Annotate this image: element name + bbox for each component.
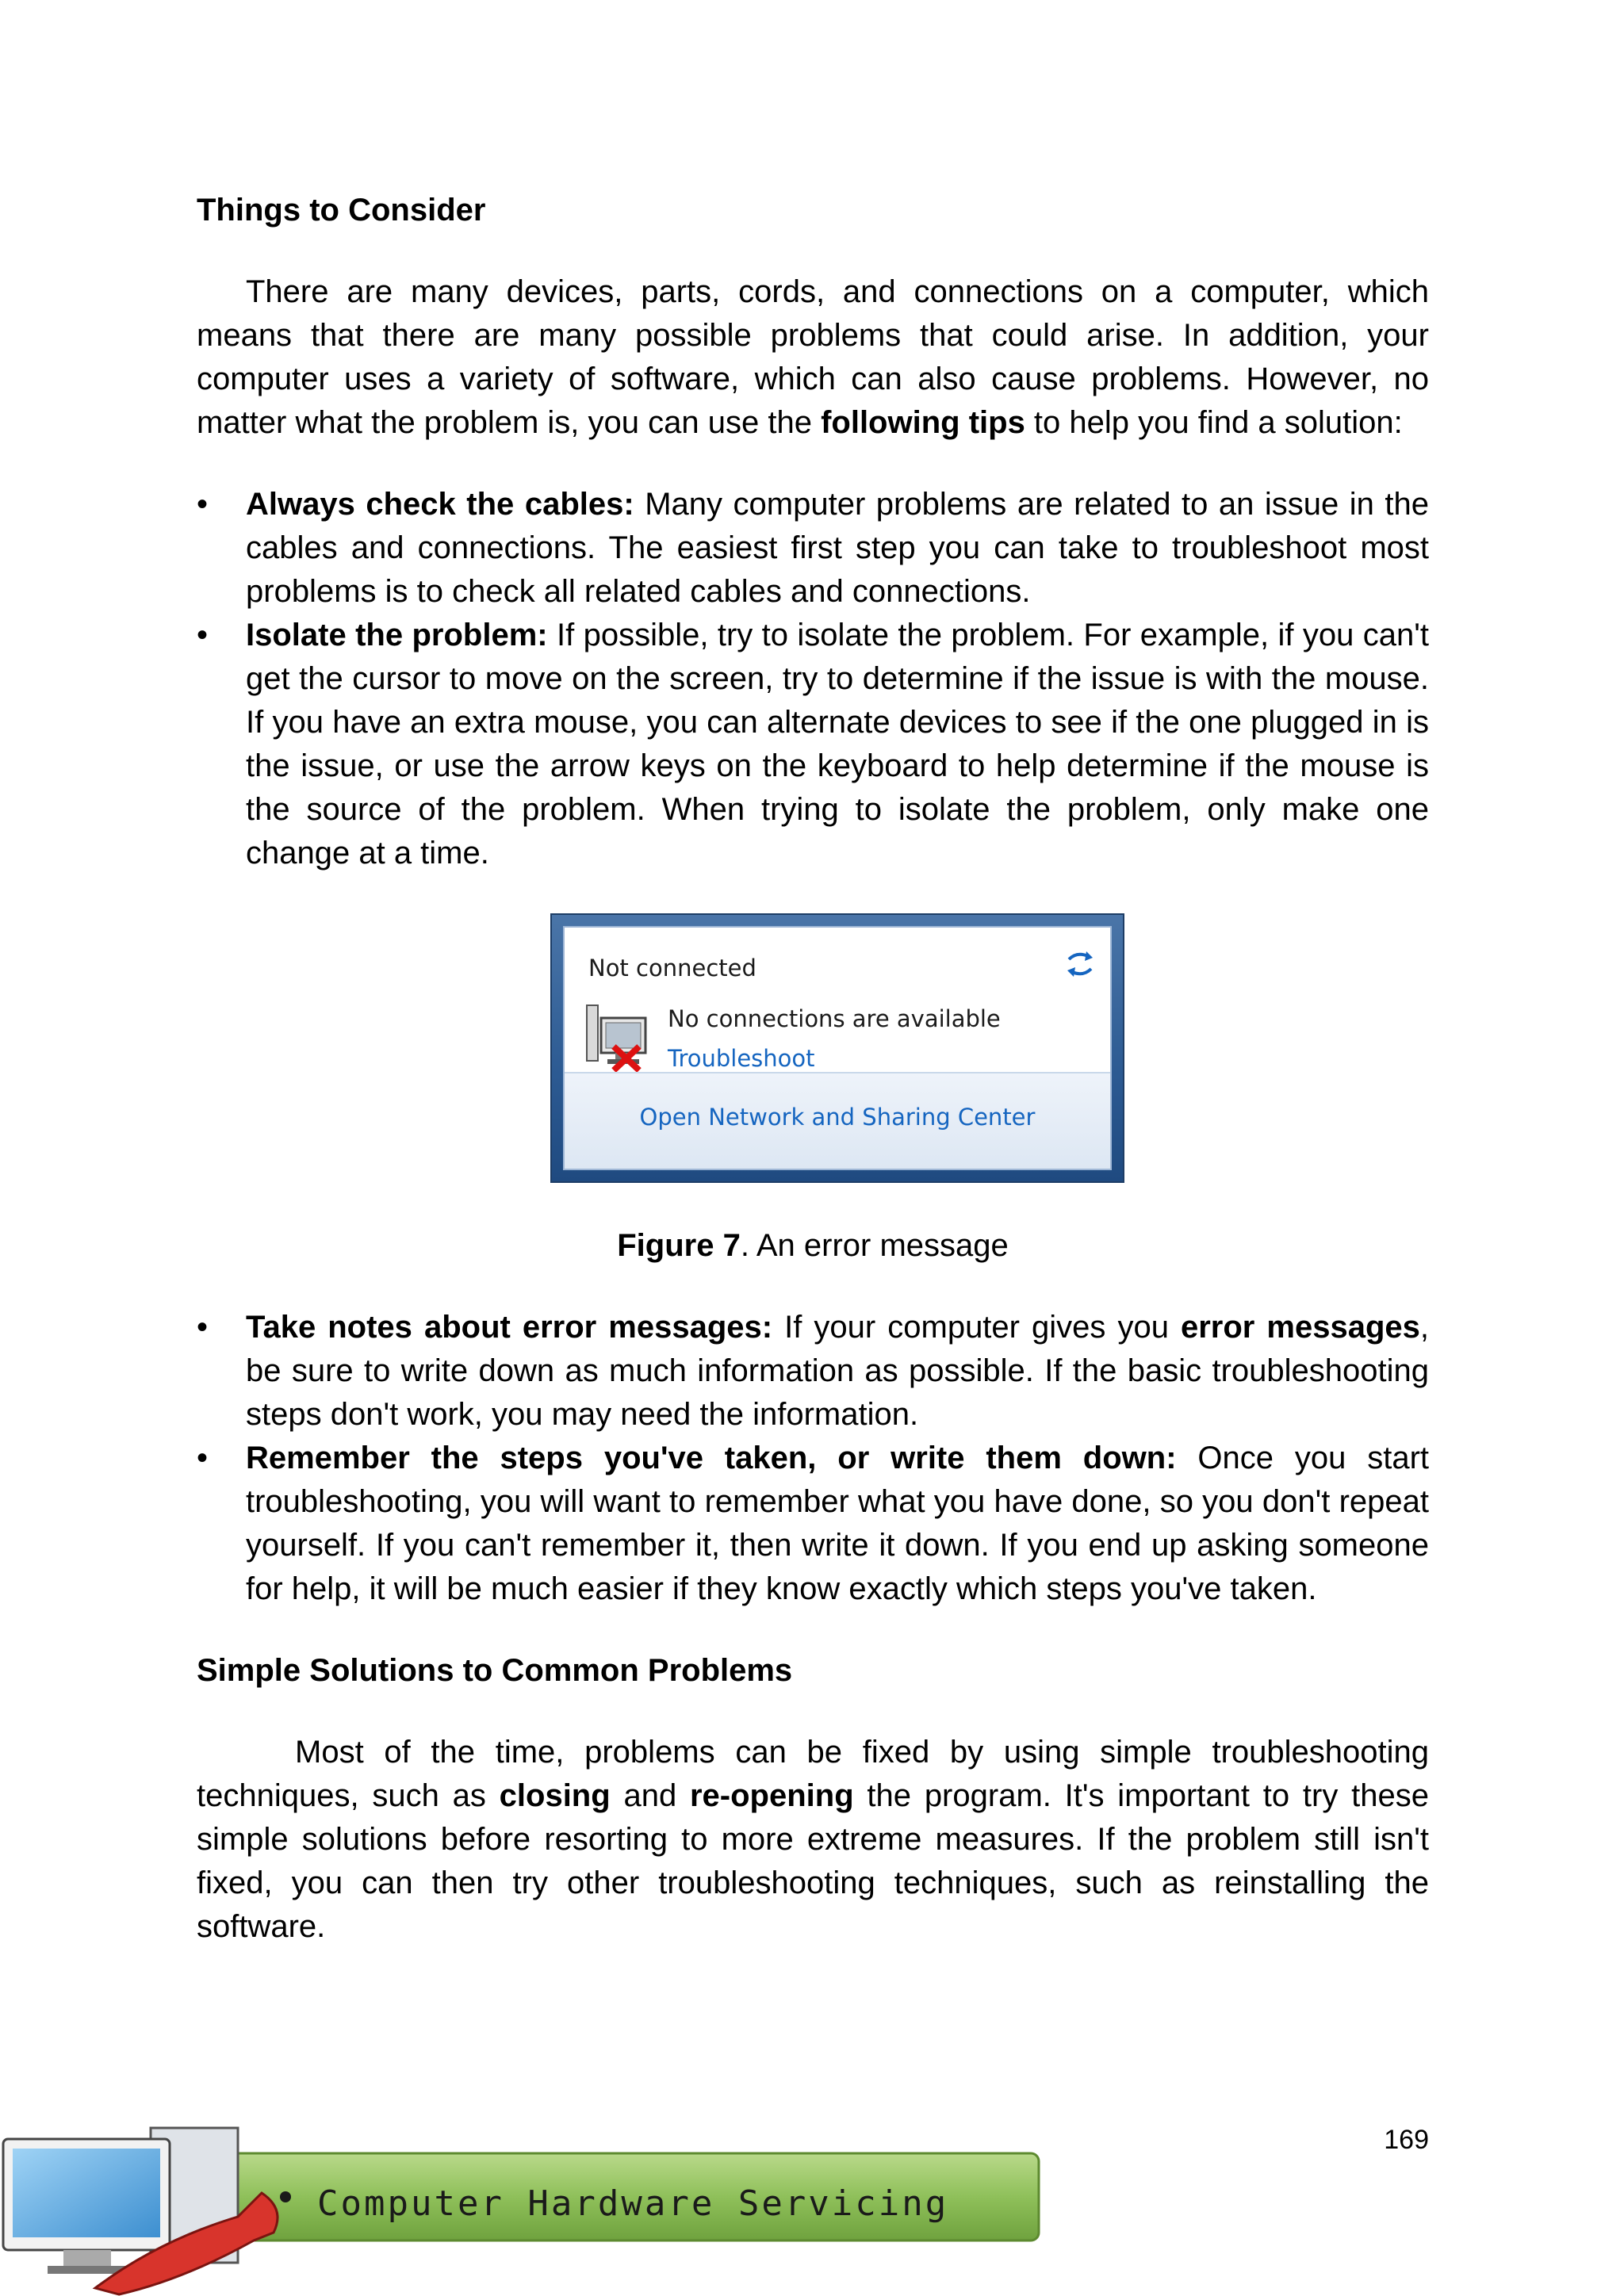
page-content <box>197 189 1429 1949</box>
figure-7 <box>197 913 1429 1183</box>
section-heading-things-to-consider: Things to Consider <box>197 193 486 228</box>
refresh-icon[interactable] <box>1064 948 1096 980</box>
list-item: • Isolate the problem: If possible, try to isolate the problem. For example, if you can't get the cursor to move on the screen, try to determine if the issue is with the mouse. If you have an extra mouse, you can alternate devices to see if the one plugged in is the issue, or use the arrow keys on the keyboard to help determine if the mouse is the source of the problem. When trying to isolate the problem, only make one change at a time. <box>197 614 1429 875</box>
tips-list-top <box>197 483 1429 875</box>
popup-title: Not connected <box>588 955 756 982</box>
section-heading-simple-solutions: Simple Solutions to Common Problems <box>197 1653 793 1688</box>
list-item: • Remember the steps you've taken, or write them down: Once you start troubleshooting, you will want to remember what you have done, so you don't repeat yourself. If you can't remember it, then write it down. If you end up asking someone for help, it will be much easier if they know exactly which steps you've taken. <box>197 1437 1429 1611</box>
intro-paragraph: There are many devices, parts, cords, and connections on a computer, which means that there are many possible problems that could arise. In addition, your computer uses a variety of software, which can also cause problems. However, no matter what the problem is, you can use the following tips to help you find a solution: <box>197 274 1429 440</box>
list-item: • Take notes about error messages: If your computer gives you error messages, be sure to write down as much information as possible. If the basic troubleshooting steps don't work, you may need the information. <box>197 1306 1429 1437</box>
network-error-popup <box>550 913 1124 1183</box>
page-number: 169 <box>1384 2125 1429 2155</box>
popup-footer <box>565 1072 1110 1169</box>
tips-list-bottom <box>197 1306 1429 1611</box>
solutions-paragraph: Most of the time, problems can be fixed by using simple troubleshooting techniques, such as closing and re-opening the program. It's important to try these simple solutions before resorting to more extreme measures. If the problem still isn't fixed, you can then try other troubleshooting techniques, such as reinstalling the software. <box>197 1735 1429 1944</box>
open-network-center-link[interactable]: Open Network and Sharing Center <box>639 1104 1036 1131</box>
banner-title: Computer Hardware Servicing <box>317 2183 949 2224</box>
footer-banner <box>0 2122 1063 2296</box>
network-disconnected-icon <box>585 1002 652 1073</box>
list-item: • Always check the cables: Many computer problems are related to an issue in the cables and connections. The easiest first step you can take to troubleshoot most problems is to check all related cables and connections. <box>197 483 1429 614</box>
figure-caption: Figure 7. An error message <box>617 1228 1009 1263</box>
troubleshoot-link[interactable]: Troubleshoot <box>668 1045 815 1072</box>
no-connections-message: No connections are available <box>668 1005 1001 1032</box>
